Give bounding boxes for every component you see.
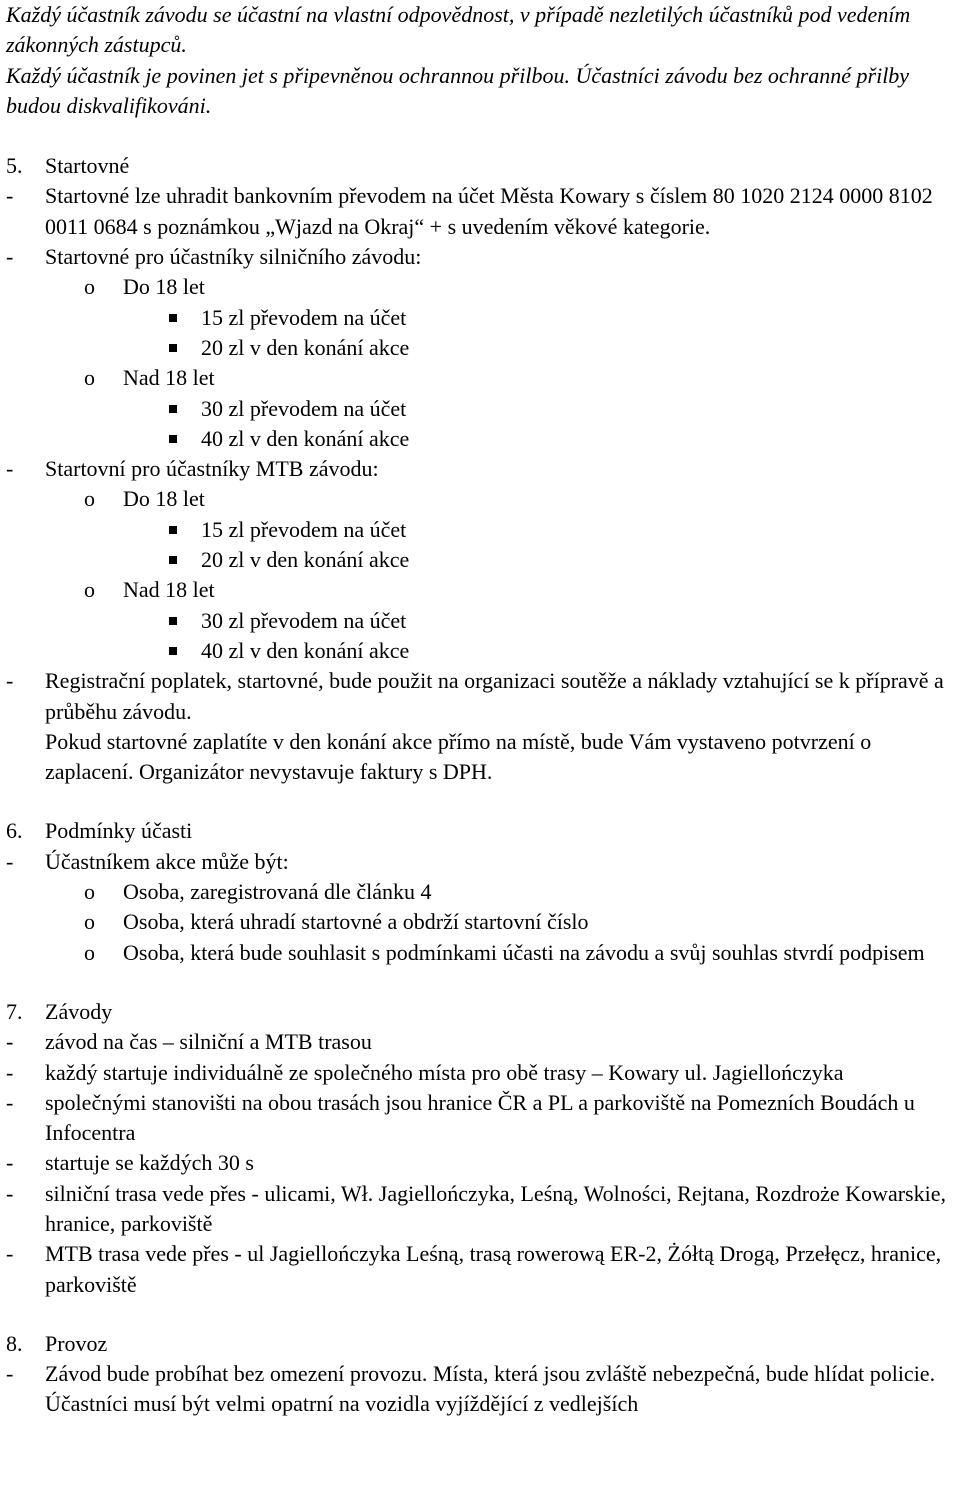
sub-sub-item: [162, 606, 954, 636]
item-text: Registrační poplatek, startovné, bude použit na organizaci soutěže a náklady vztahující se k přípravě a průběhu závodu.: [45, 668, 944, 724]
dash-marker: -: [6, 1150, 14, 1176]
square-bullet-icon: [169, 314, 177, 322]
item-text: startuje se každých 30 s: [45, 1150, 254, 1176]
item-text: 30 zl převodem na účet: [201, 607, 407, 633]
item-text: Účastníkem akce může být:: [45, 848, 289, 874]
item-text: silniční trasa vede přes - ulicami, Wł. Jagiellończyka, Leśną, Wolności, Rejtana, Rozdroże Kowarskie, hranice, parkoviště: [45, 1180, 946, 1236]
sub-item: [84, 907, 954, 937]
section-title: Startovné: [45, 153, 130, 179]
sub-item: [84, 484, 954, 514]
dash-marker: -: [6, 244, 14, 270]
list-item: [6, 666, 954, 727]
item-text: 20 zl v den konání akce: [201, 334, 410, 360]
intro-paragraph: Každý účastník závodu se účastní na vlastní odpovědnost, v případě nezletilých účastníků pod vedením zákonných zástupců.: [6, 2, 911, 58]
square-bullet-icon: [169, 344, 177, 352]
sub-item: [84, 575, 954, 605]
circle-marker: o: [84, 577, 95, 603]
dash-marker: -: [6, 1029, 14, 1055]
list-item: [6, 1088, 954, 1149]
sub-sub-item: [162, 394, 954, 424]
list-item: [6, 181, 954, 242]
circle-marker: o: [84, 909, 95, 935]
sub-sub-item: [162, 303, 954, 333]
item-text: Nad 18 let: [123, 577, 215, 603]
item-text: společnými stanovišti na obou trasách jsou hranice ČR a PL a parkoviště na Pomezních Boudách u Infocentra: [45, 1089, 915, 1146]
item-text: Závod bude probíhat bez omezení provozu. Místa, která jsou zvláště nebezpečná, bude hlídat policie. Účastníci musí být velmi opatrní na vozidla vyjíždějící z vedlejších: [45, 1361, 936, 1417]
item-text: 15 zl převodem na účet: [201, 516, 407, 542]
item-text: Startovné lze uhradit bankovním převodem na účet Města Kowary s číslem 80 1020 2124 0000 8102 0011 0684 s poznámkou „Wjazd na Okraj“ + s uvedením věkové kategorie.: [45, 183, 933, 239]
dash-marker: -: [6, 1241, 14, 1267]
square-bullet-icon: [169, 556, 177, 564]
section-number: 7.: [6, 998, 23, 1024]
sub-item: [84, 877, 954, 907]
section-number: 8.: [6, 1330, 23, 1356]
item-text: 40 zl v den konání akce: [201, 637, 410, 663]
square-bullet-icon: [169, 526, 177, 534]
item-text: Osoba, která bude souhlasit s podmínkami účasti na závodu a svůj souhlas stvrdí podpisem: [123, 939, 925, 965]
list-item: [6, 1148, 954, 1178]
intro: [6, 0, 954, 121]
item-text: Startovní pro účastníky MTB závodu:: [45, 456, 379, 482]
sub-item: [84, 363, 954, 393]
square-bullet-icon: [169, 405, 177, 413]
item-text: 15 zl převodem na účet: [201, 304, 407, 330]
list-item: [6, 1058, 954, 1088]
intro-paragraph: Každý účastník je povinen jet s připevněnou ochrannou přilbou. Účastníci závodu bez ochranné přilby budou diskvalifikováni.: [6, 62, 910, 118]
section-title: Podmínky účasti: [45, 818, 193, 844]
list-item: [6, 847, 954, 877]
item-text: Startovné pro účastníky silničního závodu:: [45, 244, 422, 270]
dash-marker: -: [6, 848, 14, 874]
section-title: Závody: [45, 998, 113, 1024]
payment-note: Pokud startovné zaplatíte v den konání akce přímo na místě, bude Vám vystaveno potvrzení o zaplacení. Organizátor nevystavuje faktury s DPH.: [45, 728, 872, 785]
list-item: [6, 1359, 954, 1420]
dash-marker: -: [6, 1089, 14, 1115]
dash-marker: -: [6, 1180, 14, 1206]
item-text: MTB trasa vede přes - ul Jagiellończyka Leśną, trasą rowerową ER-2, Żółtą Drogą, Przełęcz, hranice, parkoviště: [45, 1241, 942, 1297]
list-item: [6, 1239, 954, 1300]
square-bullet-icon: [169, 617, 177, 625]
section-7-heading: [6, 997, 954, 1027]
circle-marker: o: [84, 486, 95, 512]
circle-marker: o: [84, 939, 95, 965]
item-text: Do 18 let: [123, 486, 205, 512]
section-8-heading: [6, 1329, 954, 1359]
section-6-heading: [6, 816, 954, 846]
sub-sub-item: [162, 333, 954, 363]
item-text: Do 18 let: [123, 274, 205, 300]
circle-marker: o: [84, 879, 95, 905]
item-text: 30 zl převodem na účet: [201, 395, 407, 421]
sub-sub-item: [162, 424, 954, 454]
sub-item: [84, 272, 954, 302]
square-bullet-icon: [169, 435, 177, 443]
list-item: [6, 454, 954, 484]
item-text: každý startuje individuálně ze společného místa pro obě trasy – Kowary ul. Jagiellończyka: [45, 1059, 844, 1085]
sub-sub-item: [162, 515, 954, 545]
item-text: závod na čas – silniční a MTB trasou: [45, 1029, 372, 1055]
item-text: 20 zl v den konání akce: [201, 547, 410, 573]
dash-marker: -: [6, 668, 14, 694]
section-5-heading: [6, 151, 954, 181]
list-item: [6, 1027, 954, 1057]
dash-marker: -: [6, 1059, 14, 1085]
item-text: 40 zl v den konání akce: [201, 425, 410, 451]
dash-marker: -: [6, 456, 14, 482]
square-bullet-icon: [169, 647, 177, 655]
sub-item: [84, 938, 954, 968]
circle-marker: o: [84, 365, 95, 391]
circle-marker: o: [84, 274, 95, 300]
list-item: [6, 1179, 954, 1240]
sub-sub-item: [162, 545, 954, 575]
section-title: Provoz: [45, 1330, 108, 1356]
dash-marker: -: [6, 1361, 14, 1387]
item-text: Osoba, která uhradí startovné a obdrží startovní číslo: [123, 909, 589, 935]
section-number: 6.: [6, 818, 23, 844]
section-number: 5.: [6, 153, 23, 179]
item-text: Osoba, zaregistrovaná dle článku 4: [123, 879, 432, 905]
sub-sub-item: [162, 636, 954, 666]
item-text: Nad 18 let: [123, 365, 215, 391]
dash-marker: -: [6, 183, 14, 209]
list-item: [6, 242, 954, 272]
